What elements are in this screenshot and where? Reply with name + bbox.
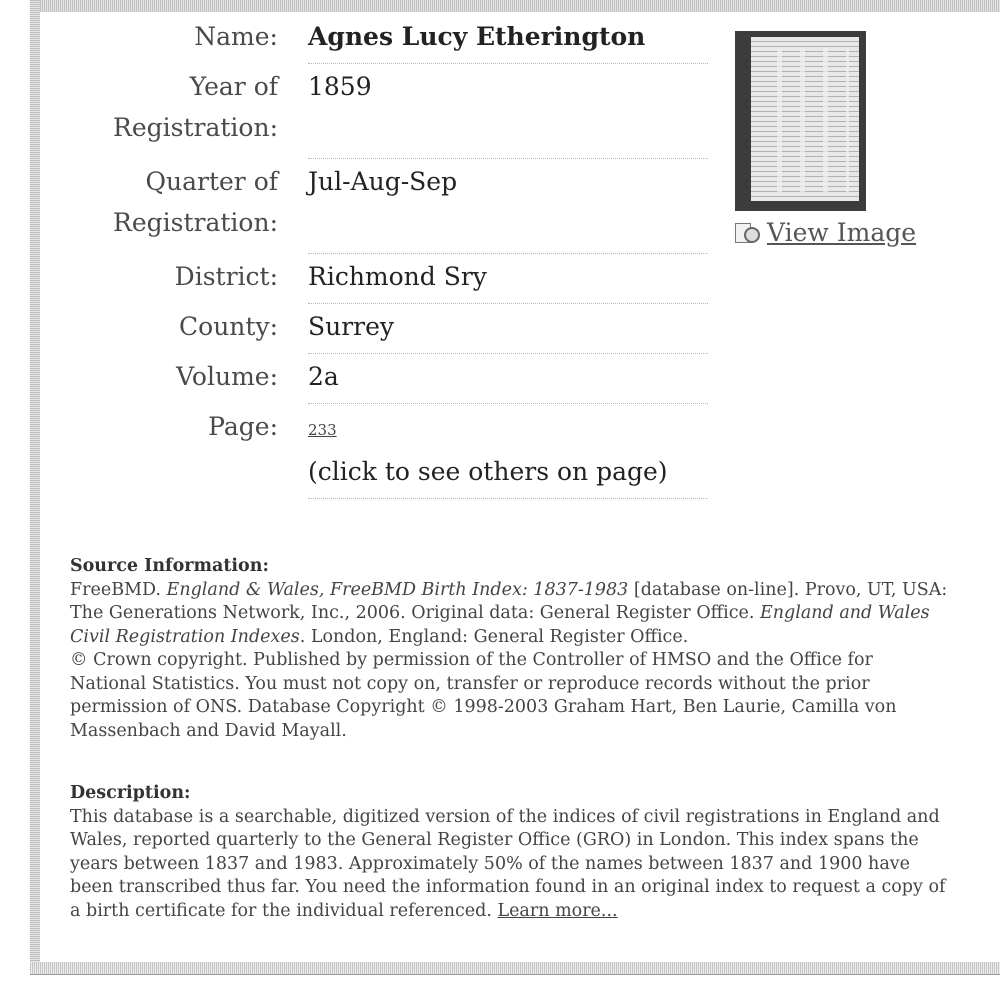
source-title: England and Wales Civil Registration Indexes xyxy=(70,603,930,647)
field-value: Jul-Aug-Sep xyxy=(308,159,708,254)
field-volume xyxy=(60,354,720,404)
source-information xyxy=(70,555,950,743)
field-value: 2a xyxy=(308,354,708,404)
description xyxy=(70,782,950,923)
field-year xyxy=(60,64,720,159)
page-note: (click to see others on page) xyxy=(308,457,668,486)
field-quarter xyxy=(60,159,720,254)
description-body: This database is a searchable, digitized version of the indices of civil registrations in England and Wales, reported quarterly to the General Register Office (GRO) in London. This index spans the years between 1837 and 1983. Approximately 50% of the names between 1837 and 1900 have been transcribed thus far. You need the information found in an original index to request a copy of a birth certificate for the individual referenced. xyxy=(70,806,946,921)
source-title: England & Wales, FreeBMD Birth Index: 1837-1983 xyxy=(166,579,629,600)
field-name xyxy=(60,14,720,64)
field-label: Quarter of Registration: xyxy=(113,167,278,237)
source-heading: Source Information: xyxy=(70,556,269,576)
field-value: 1859 xyxy=(308,64,708,159)
field-label: District: xyxy=(174,262,278,291)
source-text: FreeBMD. xyxy=(70,579,167,600)
view-image-label[interactable]: View Image xyxy=(767,218,917,247)
magnifier-page-icon xyxy=(733,221,761,245)
source-text: [database on-line]. Provo, UT, USA: The Generations Network, Inc., 2006. Original data: General Register Office. xyxy=(70,579,948,623)
record-image-thumbnail[interactable] xyxy=(735,31,866,211)
description-heading: Description: xyxy=(70,783,191,803)
field-label: Name: xyxy=(194,22,278,51)
field-value: Agnes Lucy Etherington xyxy=(308,14,708,64)
source-paragraph-2: © Crown copyright. Published by permission of the Controller of HMSO and the Office for National Statistics. You must not copy on, transfer or reproduce records without the prior permission of ONS. Database Copyright © 1998-2003 Graham Hart, Ben Laurie, Camilla von Massenbach and David Mayall. xyxy=(70,650,897,741)
field-district xyxy=(60,254,720,304)
field-label: Volume: xyxy=(176,362,278,391)
source-paragraph-1 xyxy=(70,579,950,650)
field-page xyxy=(60,404,720,499)
page-frame-bottom xyxy=(30,962,1000,975)
field-county xyxy=(60,304,720,354)
view-image-link[interactable] xyxy=(733,218,916,247)
page-link[interactable]: 233 xyxy=(308,421,337,439)
field-value: Richmond Sry xyxy=(308,254,708,304)
record-details xyxy=(60,14,720,499)
field-label: Year of Registration: xyxy=(113,72,278,142)
field-label: Page: xyxy=(208,412,278,441)
page-frame-top xyxy=(30,0,1000,12)
page-frame-left xyxy=(30,0,40,975)
field-value xyxy=(308,404,708,499)
description-text xyxy=(70,806,950,924)
learn-more-link[interactable]: Learn more... xyxy=(497,900,618,921)
field-value: Surrey xyxy=(308,304,708,354)
source-text: . London, England: General Register Office. xyxy=(299,626,689,647)
thumbnail-page xyxy=(751,37,859,201)
field-label: County: xyxy=(179,312,278,341)
